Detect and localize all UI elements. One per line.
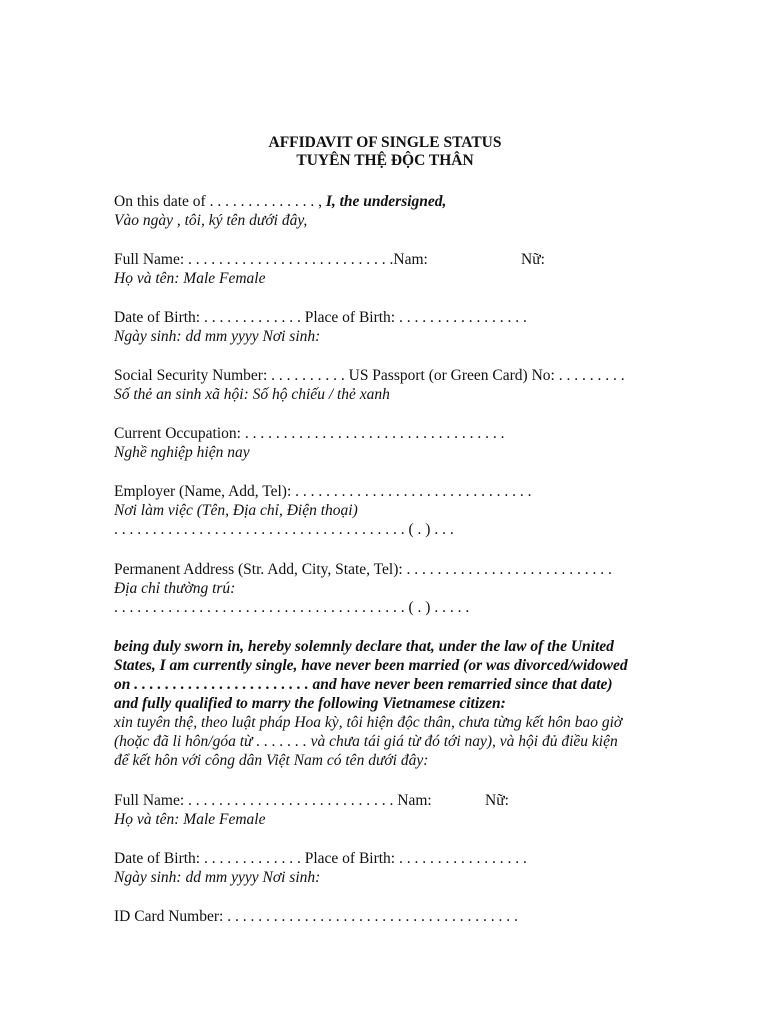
- occupation-field: Current Occupation: . . . . . . . . . . . . . . . . . . . . . . . . . . . . . . . . . .: [114, 425, 505, 442]
- dob-1-field: Date of Birth: . . . . . . . . . . . . . Place of Birth: . . . . . . . . . . . . . . . . .: [114, 309, 527, 326]
- intro-line: [114, 192, 446, 211]
- dob-2-vietnamese: Ngày sinh: dd mm yyyy Nơi sinh:: [114, 869, 321, 886]
- address-vietnamese: Địa chỉ thường trú:: [114, 580, 236, 597]
- declaration-line: being duly sworn in, hereby solemnly declare that, under the law of the United: [114, 638, 614, 655]
- full-name-1-field: Full Name: . . . . . . . . . . . . . . . . . . . . . . . . . . .Nam:: [114, 251, 428, 268]
- full-name-1-vietnamese: Họ và tên: Male Female: [114, 270, 266, 287]
- declaration-vietnamese-line: để kết hôn với công dân Việt Nam có tên dưới đây:: [114, 752, 429, 769]
- ssn-vietnamese: Số thẻ an sinh xã hội: Số hộ chiếu / thẻ xanh: [114, 386, 390, 403]
- id-card-field: ID Card Number: . . . . . . . . . . . . . . . . . . . . . . . . . . . . . . . . . . . . . .: [114, 908, 518, 925]
- full-name-2-field: Full Name: . . . . . . . . . . . . . . . . . . . . . . . . . . . Nam:: [114, 792, 432, 809]
- full-name-2-female-label: Nữ:: [485, 792, 509, 809]
- address-dots: . . . . . . . . . . . . . . . . . . . . . . . . . . . . . . . . . . . . . . ( . ) . . . . .: [114, 599, 470, 616]
- occupation-vietnamese: Nghề nghiệp hiện nay: [114, 444, 250, 461]
- title-english: AFFIDAVIT OF SINGLE STATUS: [268, 134, 502, 151]
- dob-1-vietnamese: Ngày sinh: dd mm yyyy Nơi sinh:: [114, 328, 321, 345]
- employer-field: Employer (Name, Add, Tel): . . . . . . . . . . . . . . . . . . . . . . . . . . . . . . .: [114, 483, 532, 500]
- declaration-line: and fully qualified to marry the following Vietnamese citizen:: [114, 695, 506, 712]
- declaration-vietnamese-line: xin tuyên thệ, theo luật pháp Hoa kỳ, tôi hiện độc thân, chưa từng kết hôn bao giờ: [114, 714, 623, 731]
- declaration-line: on . . . . . . . . . . . . . . . . . . . . . . . and have never been remarried since that date): [114, 676, 613, 693]
- address-field: Permanent Address (Str. Add, City, State, Tel): . . . . . . . . . . . . . . . . . . . . . . . . . . .: [114, 561, 612, 578]
- employer-dots: . . . . . . . . . . . . . . . . . . . . . . . . . . . . . . . . . . . . . . ( . ) . . .: [114, 521, 454, 538]
- full-name-1-female-label: Nữ:: [521, 251, 545, 268]
- employer-vietnamese: Nơi làm việc (Tên, Địa chỉ, Điện thoại): [114, 502, 358, 519]
- intro-undersigned: I, the undersigned,: [321, 193, 447, 210]
- full-name-2-vietnamese: Họ và tên: Male Female: [114, 811, 266, 828]
- title-vietnamese: TUYÊN THỆ ĐỘC THÂN: [296, 152, 474, 169]
- ssn-field: Social Security Number: . . . . . . . . . . US Passport (or Green Card) No: . . . . . . . . .: [114, 367, 625, 384]
- dob-2-field: Date of Birth: . . . . . . . . . . . . . Place of Birth: . . . . . . . . . . . . . . . . .: [114, 850, 527, 867]
- declaration-line: States, I am currently single, have never been married (or was divorced/widowed: [114, 657, 628, 674]
- intro-vietnamese: Vào ngày , tôi, ký tên dưới đây,: [114, 212, 308, 229]
- declaration-vietnamese-line: (hoặc đã li hôn/góa từ . . . . . . . và chưa tái giá từ đó tới nay), và hội đủ điều kiện: [114, 733, 618, 750]
- intro-text: On this date of . . . . . . . . . . . . . . ,: [114, 193, 322, 210]
